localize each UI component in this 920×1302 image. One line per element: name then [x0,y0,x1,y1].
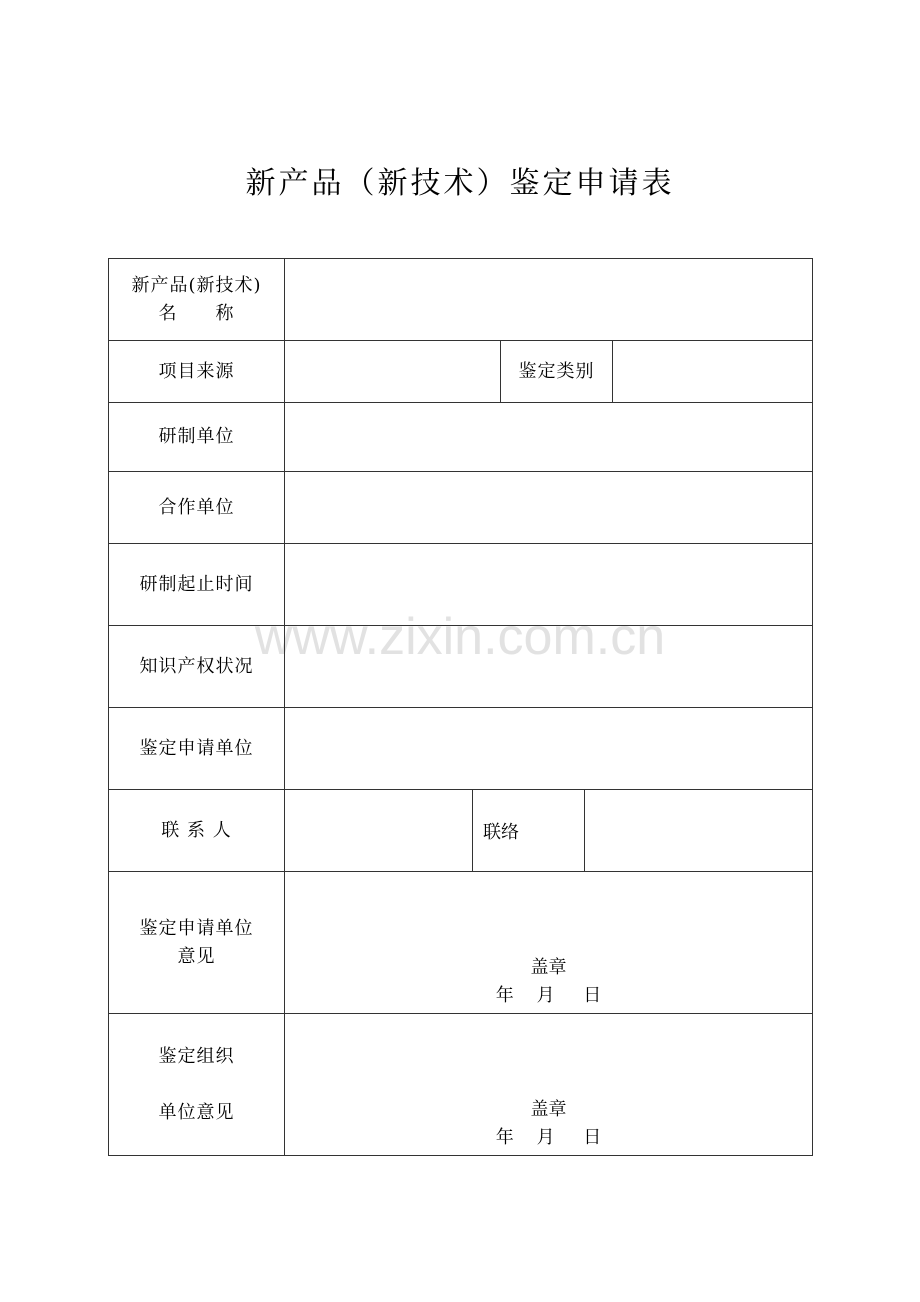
org-opinion-label-line2: 单位意见 [158,1101,235,1123]
watermark: www.zixin.com.cn [254,608,666,666]
partner-field[interactable] [285,472,813,544]
application-form-table [108,258,813,1156]
org-seal-label: 盖章 [530,1099,567,1120]
row-partner [109,472,813,544]
product-name-label-line1: 新产品(新技术) [131,274,262,296]
applicant-opinion-label [109,872,285,1014]
applicant-opinion-field[interactable] [285,872,813,1014]
applicant-label: 鉴定申请单位 [109,708,285,790]
product-name-label [109,259,285,341]
org-opinion-field[interactable] [285,1014,813,1156]
row-org-opinion [109,1014,813,1156]
appraisal-category-label: 鉴定类别 [501,341,613,403]
row-project-source [109,341,813,403]
ip-status-field[interactable] [285,626,813,708]
row-dev-period [109,544,813,626]
contact-field[interactable] [585,790,813,872]
dev-period-label: 研制起止时间 [109,544,285,626]
applicant-opinion-label-line2: 意见 [177,945,216,967]
org-date-label: 年 月 日 [495,1127,602,1148]
org-opinion-label-line1: 鉴定组织 [158,1045,235,1067]
contact-person-field[interactable] [285,790,473,872]
appraisal-category-field[interactable] [613,341,813,403]
row-product-name [109,259,813,341]
page-title: 新产品（新技术）鉴定申请表 [245,166,675,201]
row-contact [109,790,813,872]
applicant-field[interactable] [285,708,813,790]
partner-label: 合作单位 [109,472,285,544]
contact-person-label: 联 系 人 [109,790,285,872]
row-applicant-opinion [109,872,813,1014]
applicant-opinion-label-line1: 鉴定申请单位 [139,917,254,939]
ip-status-label: 知识产权状况 [109,626,285,708]
project-source-label: 项目来源 [109,341,285,403]
contact-label: 联络 [473,790,585,872]
project-source-field[interactable] [285,341,501,403]
applicant-date-label: 年 月 日 [495,985,602,1006]
product-name-field[interactable] [285,259,813,341]
product-name-label-line2: 名 称 [158,302,235,324]
developer-label: 研制单位 [109,403,285,472]
row-ip-status [109,626,813,708]
org-opinion-label [109,1014,285,1156]
row-applicant [109,708,813,790]
applicant-seal-label: 盖章 [530,957,567,978]
developer-field[interactable] [285,403,813,472]
row-developer [109,403,813,472]
dev-period-field[interactable] [285,544,813,626]
